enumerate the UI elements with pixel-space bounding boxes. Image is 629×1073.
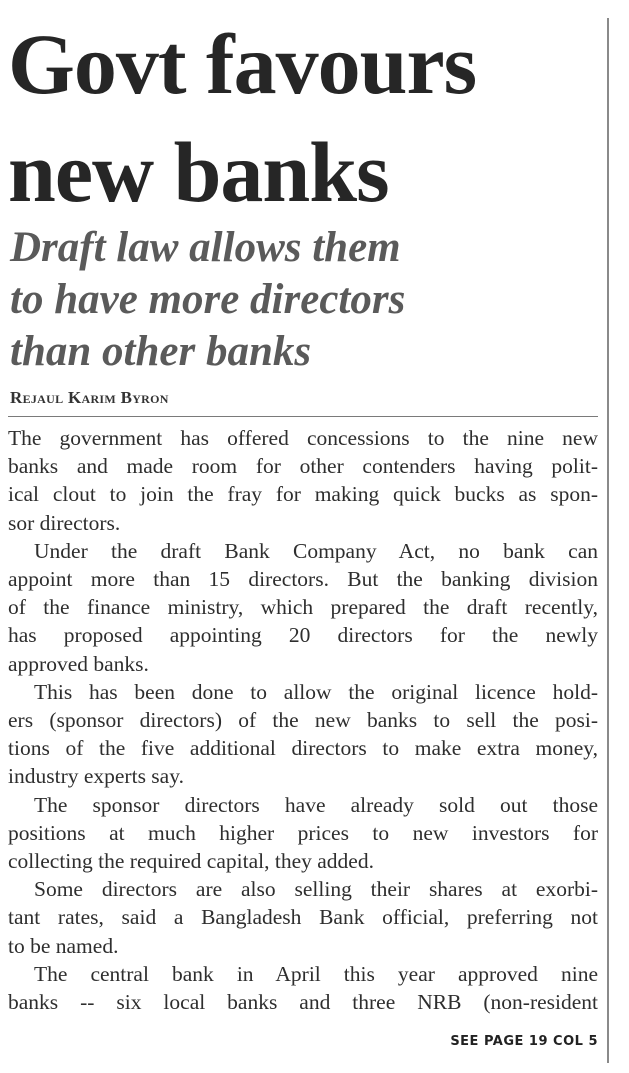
body-line: of the finance ministry, which prepared the draft recently, — [8, 595, 598, 620]
body-line: tant rates, said a Bangladesh Bank official, preferring not — [8, 905, 598, 930]
body-line: ers (sponsor directors) of the new banks to sell the posi- — [8, 708, 598, 733]
body-line: sor directors. — [8, 510, 121, 535]
headline-line: Govt favours — [8, 16, 477, 112]
body-line: positions at much higher prices to new investors for — [8, 820, 598, 845]
subheadline-line: Draft law allows them — [10, 224, 401, 271]
body-line: The government has offered concessions to the nine new — [8, 426, 598, 450]
headline — [8, 10, 608, 226]
body-line: collecting the required capital, they added. — [8, 849, 374, 874]
body-line: The central bank in April this year approved nine — [34, 961, 598, 986]
headline-line: new banks — [8, 124, 389, 220]
subheadline — [10, 222, 600, 378]
body-line: approved banks. — [8, 651, 149, 676]
body-line: to be named. — [8, 933, 119, 958]
byline-divider — [8, 416, 598, 417]
article-body — [8, 424, 598, 1016]
byline: Rejaul Karim Byron — [10, 388, 169, 407]
body-line: industry experts say. — [8, 764, 184, 789]
subheadline-line: to have more directors — [10, 276, 406, 323]
body-line: The sponsor directors have already sold out those — [34, 792, 598, 817]
body-line: banks and made room for other contenders having polit- — [8, 454, 598, 479]
body-line: banks -- six local banks and three NRB (non-resident — [8, 990, 598, 1015]
jump-line: SEE PAGE 19 COL 5 — [450, 1034, 598, 1049]
body-line: This has been done to allow the original licence hold- — [34, 679, 598, 704]
body-line: appoint more than 15 directors. But the banking division — [8, 567, 598, 592]
body-line: Some directors are also selling their shares at exorbi- — [34, 877, 598, 902]
body-line: Under the draft Bank Company Act, no bank can — [34, 538, 598, 563]
subheadline-line: than other banks — [10, 328, 312, 375]
body-line: ical clout to join the fray for making quick bucks as spon- — [8, 482, 598, 507]
body-line: tions of the five additional directors to make extra money, — [8, 736, 598, 761]
body-line: has proposed appointing 20 directors for the newly — [8, 623, 598, 648]
